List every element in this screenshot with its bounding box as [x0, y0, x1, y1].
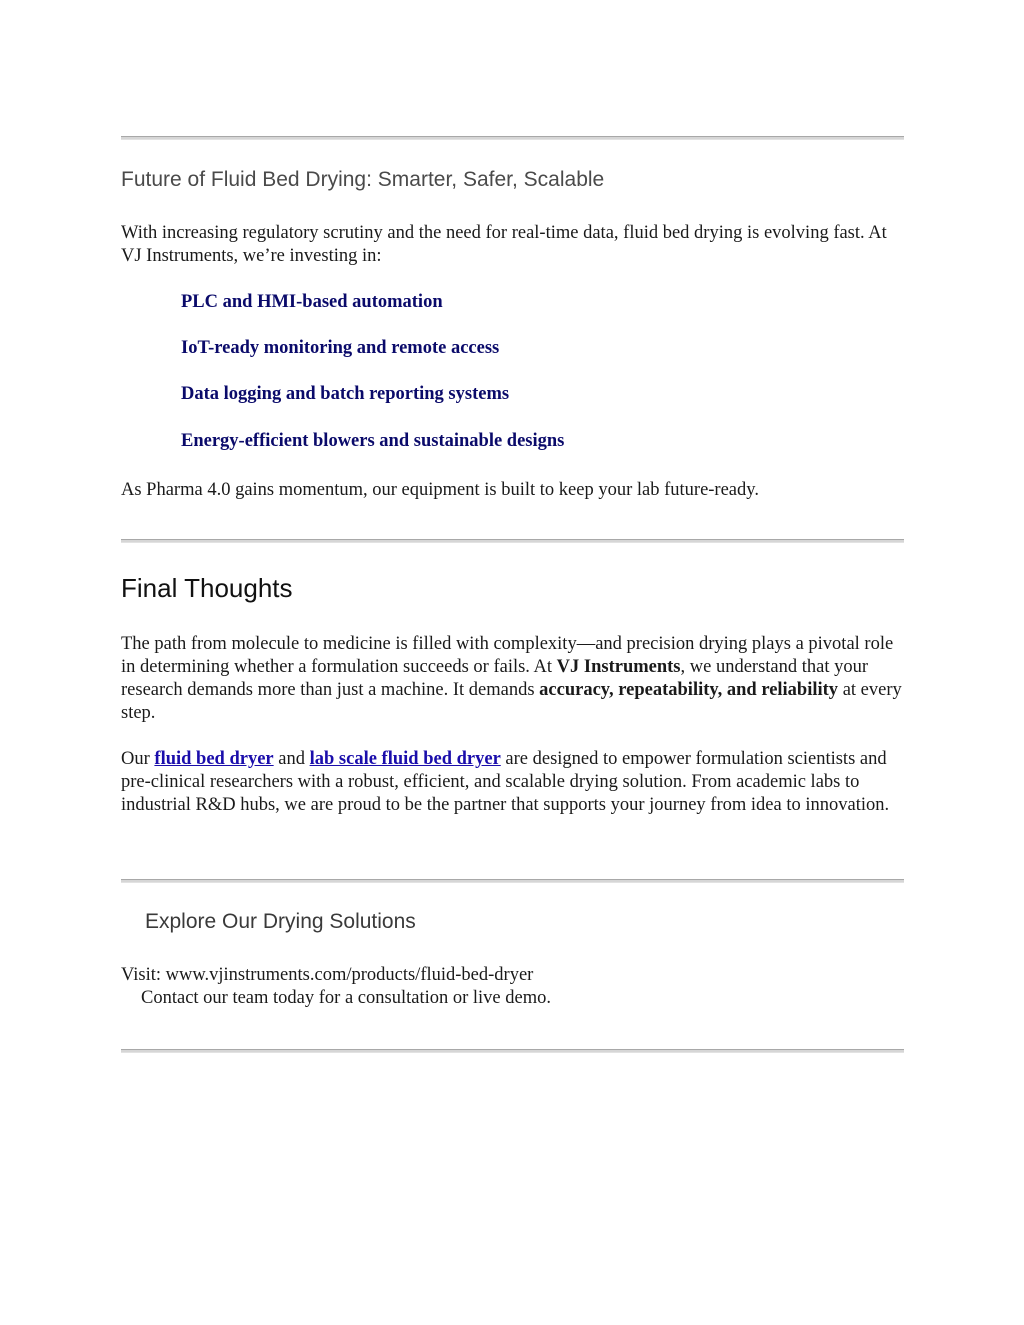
fluid-bed-dryer-link[interactable]: fluid bed dryer — [154, 749, 274, 769]
list-item: Energy-efficient blowers and sustainable designs — [181, 431, 565, 451]
text-run: , we understand that your research demands more than just a machine. It demands — [121, 657, 869, 700]
horizontal-divider — [121, 879, 904, 883]
company-name-bold: VJ Instruments — [556, 657, 681, 677]
list-item: Data logging and batch reporting systems — [181, 384, 510, 404]
list-item: PLC and HMI-based automation — [181, 292, 443, 312]
horizontal-divider — [121, 136, 904, 140]
final-paragraph-1 — [121, 633, 904, 725]
visit-line: Visit: www.vjinstruments.com/products/fluid-bed-dryer — [121, 965, 534, 985]
future-intro-paragraph: With increasing regulatory scrutiny and the need for real-time data, fluid bed drying is evolving fast. At VJ Instruments, we’re investing in: — [121, 223, 887, 266]
text-run: Our — [121, 749, 155, 769]
contact-line: Contact our team today for a consultation or live demo. — [141, 988, 551, 1008]
text-run: and — [273, 749, 310, 769]
section-heading-explore: Explore Our Drying Solutions — [145, 910, 416, 933]
text-run: The path from molecule to medicine is filled with complexity—and precision drying plays a pivotal role in determining whether a formulation succeeds or fails. At — [121, 634, 894, 677]
future-closing-paragraph: As Pharma 4.0 gains momentum, our equipment is built to keep your lab future-ready. — [121, 480, 759, 500]
text-run: are designed to empower formulation scientists and pre-clinical researchers with a robust, efficient, and scalable drying solution. From academic labs to industrial R&D hubs, we are proud to be the partner that supports your journey from idea to innovation. — [121, 749, 890, 815]
horizontal-divider — [121, 1049, 904, 1053]
text-run: at every step. — [121, 680, 902, 723]
final-paragraph-2 — [121, 748, 904, 817]
qualities-bold: accuracy, repeatability, and reliability — [539, 680, 839, 700]
section-heading-final-thoughts: Final Thoughts — [121, 573, 293, 603]
lab-scale-fluid-bed-dryer-link[interactable]: lab scale fluid bed dryer — [309, 749, 501, 769]
horizontal-divider — [121, 539, 904, 543]
list-item: IoT-ready monitoring and remote access — [181, 338, 500, 358]
section-heading-future: Future of Fluid Bed Drying: Smarter, Safer, Scalable — [121, 168, 605, 191]
